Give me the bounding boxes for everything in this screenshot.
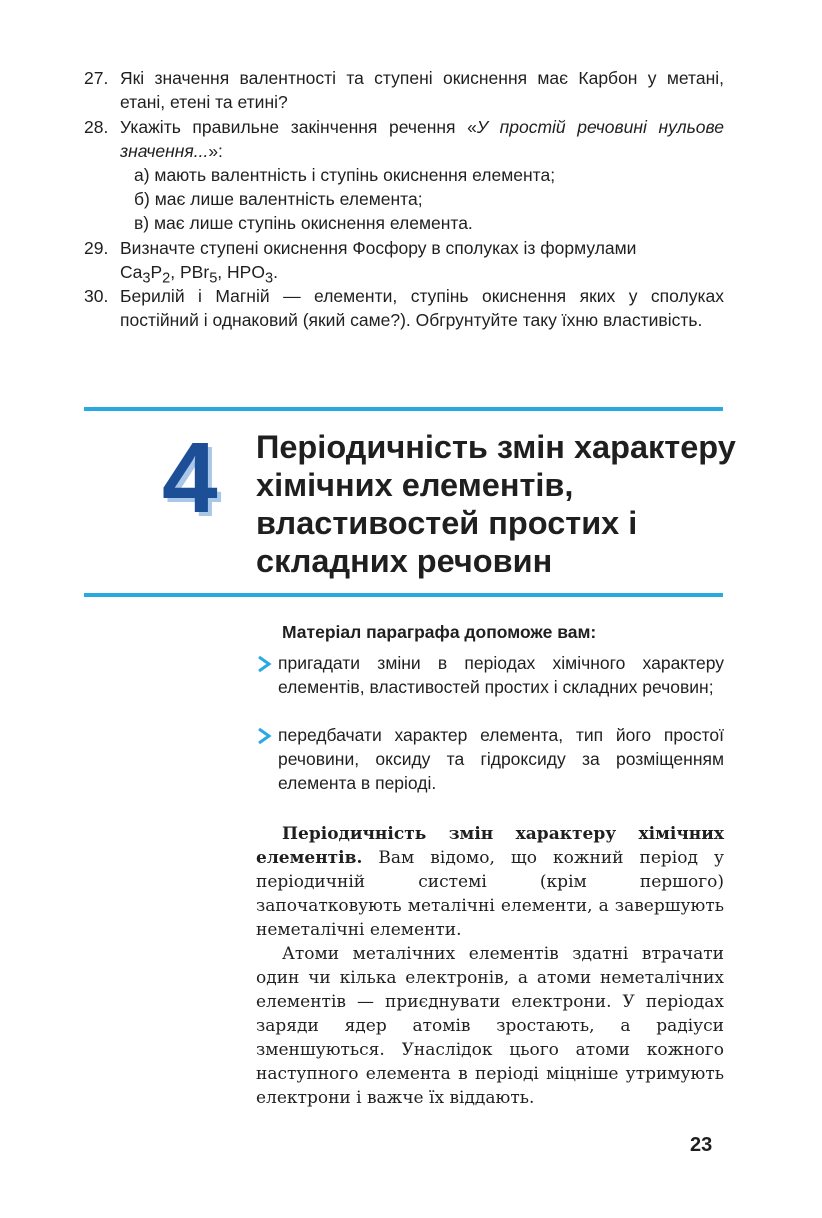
goal-text: передбачати характер елемента, тип його простої речовини, оксиду та гідроксиду за розміщенням елемента в періоді. bbox=[278, 725, 724, 793]
option-c: в) має лише ступінь окиснення елемента. bbox=[134, 213, 473, 233]
question-number: 28. bbox=[84, 117, 109, 137]
section-title: Періодичність змін характеру хімічних елементів, властивостей простих і складних речовин bbox=[256, 429, 736, 579]
section-top-rule bbox=[84, 407, 723, 411]
question-number: 27. bbox=[84, 68, 109, 88]
goal-text: пригадати зміни в періодах хімічного характеру елементів, властивостей простих і складних речовин; bbox=[278, 653, 724, 697]
question-29 bbox=[84, 236, 724, 291]
chevron-right-icon bbox=[256, 656, 272, 672]
question-text: Які значення валентності та ступені окиснення має Карбон у метані, етані, етені та етині? bbox=[120, 68, 724, 112]
page-number: 23 bbox=[690, 1134, 713, 1156]
goals-heading: Матеріал параграфа допоможе вам: bbox=[282, 622, 597, 642]
section-number: 4 bbox=[162, 422, 218, 534]
question-number: 29. bbox=[84, 238, 109, 258]
paragraph: Атоми металічних елементів здатні втрачати один чи кілька електронів, а атоми неметалічних елементів — приєднувати електрони. У періодах заряди ядер атомів зростають, а радіуси зменшуються. Унаслідок цього атоми кожного наступного елемента в періоді міцніше утримують електрони і важче їх віддають. bbox=[256, 944, 724, 1108]
paragraph: Періодичність змін характеру хімічних елементів. Вам відомо, що кожний період у періодичній системі (крім першого) започатковують металічні елементи, а завершують неметалічні елементи. bbox=[256, 824, 724, 940]
goal-item bbox=[256, 723, 724, 795]
section-bottom-rule bbox=[84, 593, 723, 597]
goal-item bbox=[256, 651, 724, 699]
chevron-right-icon bbox=[256, 728, 272, 744]
question-number: 30. bbox=[84, 286, 109, 306]
question-text: Укажіть правильне закінчення речення «У простій речовині нульове значення...»: bbox=[120, 117, 724, 161]
question-27 bbox=[84, 66, 724, 114]
body-text bbox=[256, 822, 724, 1110]
question-28 bbox=[84, 115, 724, 235]
quoted-sentence: У простій речовині нульове значення... bbox=[120, 117, 724, 161]
formula: $Ca_3P_2$, PBr$_5$, $HPO_3$. bbox=[120, 262, 278, 287]
question-text: Визначте ступені окиснення Фосфору в сполуках із формулами $Ca_3P_2$, PBr$_5$, $HPO_3$. bbox=[120, 238, 637, 287]
option-a: а) мають валентність і ступінь окиснення елемента; bbox=[134, 165, 556, 185]
question-text: Берилій і Магній — елементи, ступінь окиснення яких у сполуках постійний і однаковий (який саме?). Обгрунтуйте таку їхню властивість. bbox=[120, 286, 724, 330]
paragraph-subheading: Періодичність змін характеру хімічних елементів. bbox=[256, 824, 724, 868]
question-30 bbox=[84, 284, 724, 332]
option-b: б) має лише валентність елемента; bbox=[134, 189, 423, 209]
